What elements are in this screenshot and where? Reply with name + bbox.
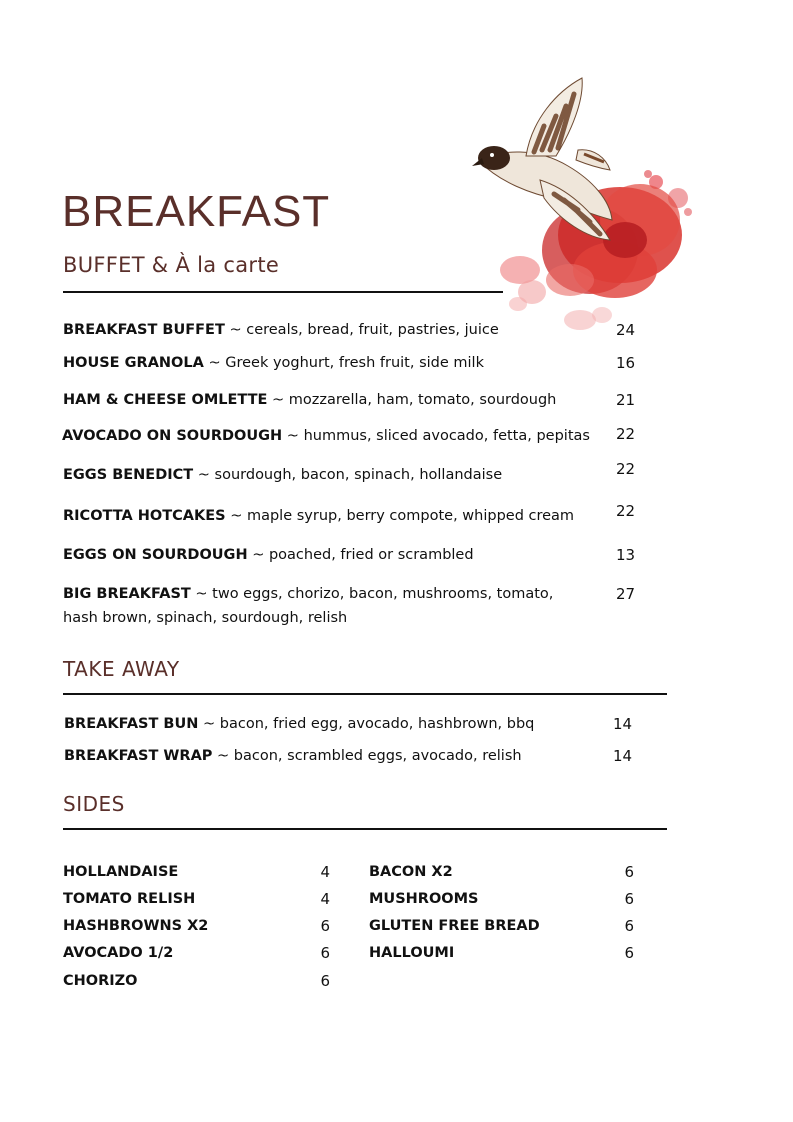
side-item-price: 6 [624, 944, 634, 962]
divider-sides [63, 828, 667, 830]
menu-item-price: 22 [616, 502, 636, 520]
menu-item-name: BREAKFAST WRAP [64, 748, 213, 764]
menu-item [64, 712, 604, 736]
side-item-name: HASHBROWNS X2 [63, 918, 209, 934]
menu-item [64, 744, 604, 768]
side-item-name: TOMATO RELISH [63, 891, 196, 907]
side-item-price: 6 [624, 863, 634, 881]
side-item-name: BACON X2 [369, 864, 453, 880]
menu-item-price: 21 [616, 391, 636, 409]
menu-item-desc: ~ bacon, fried egg, avocado, hashbrown, bbq [198, 716, 535, 732]
menu-item [63, 318, 563, 342]
menu-item-name: RICOTTA HOTCAKES [63, 508, 226, 524]
menu-item [63, 463, 563, 487]
menu-item-desc: ~ poached, fried or scrambled [247, 547, 474, 563]
bird-flower-illustration [460, 70, 700, 340]
bird [472, 78, 612, 240]
menu-item-name: EGGS BENEDICT [63, 467, 194, 483]
side-item-name: HALLOUMI [369, 945, 455, 961]
menu-item-price: 27 [616, 585, 636, 603]
side-item-price: 6 [320, 944, 330, 962]
side-item-price: 6 [624, 890, 634, 908]
menu-item-name: AVOCADO ON SOURDOUGH [62, 428, 283, 444]
menu-item-desc: ~ Greek yoghurt, fresh fruit, side milk [203, 355, 484, 371]
menu-item-desc: ~ two eggs, chorizo, bacon, mushrooms, tomato, hash brown, spinach, sourdough, relish [63, 586, 554, 626]
menu-item-price: 16 [616, 354, 636, 372]
page-subtitle: BUFFET & À la carte [63, 253, 280, 277]
divider-takeaway [63, 693, 667, 695]
menu-item-price: 13 [616, 546, 636, 564]
menu-item-desc: ~ maple syrup, berry compote, whipped cream [225, 508, 575, 524]
side-item-price: 6 [320, 917, 330, 935]
menu-item-price: 24 [616, 321, 636, 339]
menu-item-desc: ~ sourdough, bacon, spinach, hollandaise [193, 467, 503, 483]
menu-item-desc: ~ hummus, sliced avocado, fetta, pepitas [282, 428, 590, 444]
menu-item-desc: ~ cereals, bread, fruit, pastries, juice [224, 322, 499, 338]
menu-item-price: 14 [613, 715, 633, 733]
side-item-name: AVOCADO 1/2 [63, 945, 174, 961]
menu-item-price: 14 [613, 747, 633, 765]
side-item-price: 4 [320, 890, 330, 908]
divider-main [63, 291, 503, 293]
menu-item [63, 504, 603, 528]
menu-item-name: HAM & CHEESE OMLETTE [63, 392, 268, 408]
menu-item [63, 582, 558, 630]
menu-item-name: BREAKFAST BUFFET [63, 322, 225, 338]
side-item-name: CHORIZO [63, 973, 138, 989]
menu-item-name: HOUSE GRANOLA [63, 355, 204, 371]
side-item-name: HOLLANDAISE [63, 864, 179, 880]
page-title: BREAKFAST [62, 187, 331, 236]
menu-item-name: BIG BREAKFAST [63, 586, 191, 602]
section-title-sides: SIDES [63, 792, 125, 816]
side-item-price: 6 [624, 917, 634, 935]
menu-item-name: BREAKFAST BUN [64, 716, 199, 732]
section-title-takeaway: TAKE AWAY [63, 657, 180, 681]
menu-item-price: 22 [616, 460, 636, 478]
menu-item-price: 22 [616, 425, 636, 443]
side-item-price: 4 [320, 863, 330, 881]
menu-item-desc: ~ mozzarella, ham, tomato, sourdough [267, 392, 557, 408]
menu-item-desc: ~ bacon, scrambled eggs, avocado, relish [212, 748, 522, 764]
menu-item-name: EGGS ON SOURDOUGH [63, 547, 248, 563]
menu-item [63, 351, 563, 375]
side-item-price: 6 [320, 972, 330, 990]
side-item-name: MUSHROOMS [369, 891, 479, 907]
menu-item [62, 424, 602, 448]
menu-item [63, 543, 563, 567]
menu-item [63, 388, 563, 412]
side-item-name: GLUTEN FREE BREAD [369, 918, 540, 934]
